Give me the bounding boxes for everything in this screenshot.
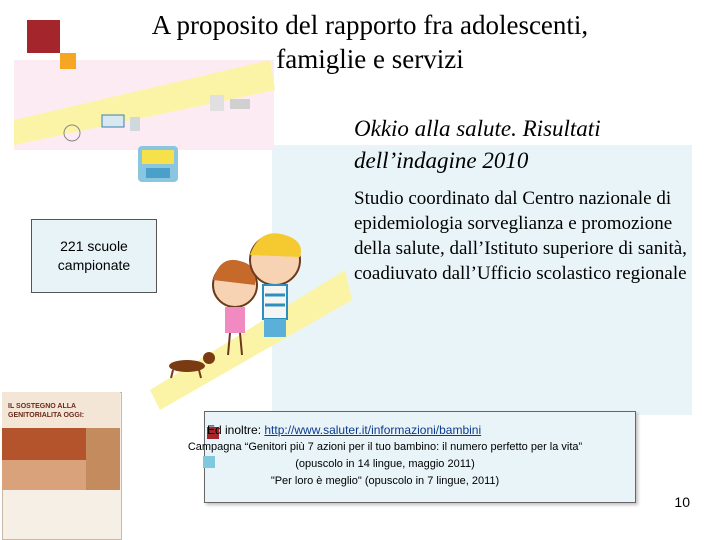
- dog-illustration: [165, 340, 225, 380]
- decorative-square-red: [27, 20, 60, 53]
- section-heading: Okkio alla salute. Risultati dell’indagine 2010: [354, 116, 601, 173]
- page-number: 10: [674, 494, 690, 510]
- institution-logos: [60, 85, 260, 145]
- info-campaign: Campagna “Genitori più 7 azioni per il tuo bambino: il numero perfetto per la vita”: [187, 441, 583, 453]
- saluter-link[interactable]: http://www.saluter.it/informazioni/bambini: [264, 423, 482, 437]
- slide-title: A proposito del rapporto fra adolescenti, famiglie e servizi: [151, 10, 589, 74]
- info-link-line: [120, 422, 650, 439]
- booklet-title: IL SOSTEGNO ALLA GENITORIALITA OGGI:: [8, 403, 85, 419]
- info-booklet-languages: (opuscolo in 14 lingue, maggio 2011): [295, 458, 475, 470]
- booklet-band-secondary: [2, 460, 86, 490]
- campaign-info: [120, 422, 650, 490]
- study-description: Studio coordinato dal Centro nazionale di epidemiologia sorveglianza e promozione della salute, dall’Istituto superiore di sanità, coadiuvato dall’Ufficio scolastico regionale: [354, 188, 687, 284]
- info-per-loro: "Per loro è meglio" (opuscolo in 7 lingue, 2011): [270, 475, 500, 487]
- okkio-logo: [136, 144, 180, 184]
- info-prefix: Ed inoltre:: [207, 423, 265, 437]
- schools-sampled-box: 221 scuole campionate: [31, 219, 157, 293]
- booklet-photo: [86, 428, 120, 490]
